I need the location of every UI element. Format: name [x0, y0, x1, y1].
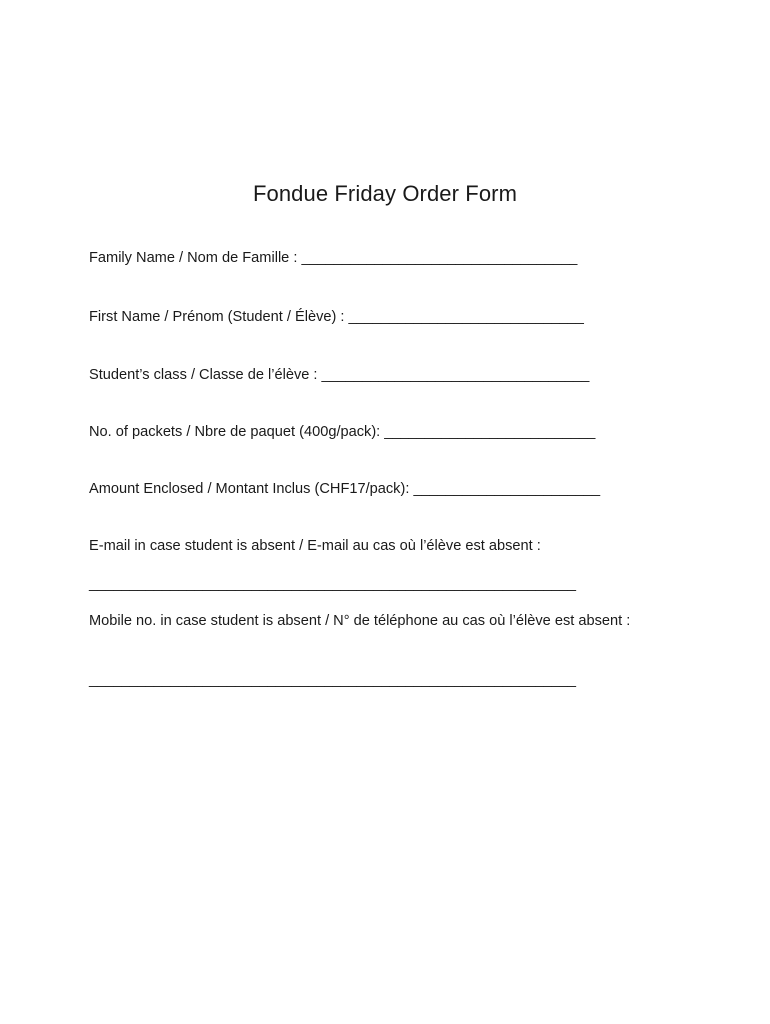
- amount-label: Amount Enclosed / Montant Inclus (CHF17/pack):: [89, 481, 414, 497]
- student-class-blank: _________________________________: [321, 367, 590, 383]
- amount-blank: _______________________: [413, 481, 601, 497]
- student-class-label: Student’s class / Classe de l’élève :: [89, 367, 322, 383]
- email-label: E-mail in case student is absent / E-mail au cas où l’élève est absent :: [89, 538, 541, 554]
- email-blank: ____________________________________________________________: [89, 576, 576, 592]
- mobile-label: Mobile no. in case student is absent / N° de téléphone au cas où l’élève est absent :: [89, 613, 631, 629]
- mobile-blank: ____________________________________________________________: [89, 672, 576, 688]
- packets-label: No. of packets / Nbre de paquet (400g/pack):: [89, 424, 385, 440]
- family-name-label: Family Name / Nom de Famille :: [89, 250, 302, 266]
- packets-field: [89, 423, 595, 441]
- first-name-label: First Name / Prénom (Student / Élève) :: [89, 309, 349, 325]
- packets-blank: __________________________: [384, 424, 596, 440]
- family-name-blank: __________________________________: [301, 250, 578, 266]
- first-name-blank: _____________________________: [348, 309, 584, 325]
- student-class-field: [89, 366, 589, 384]
- first-name-field: [89, 308, 584, 326]
- amount-field: [89, 480, 600, 498]
- page-title: Fondue Friday Order Form: [252, 181, 518, 206]
- family-name-field: [89, 249, 577, 267]
